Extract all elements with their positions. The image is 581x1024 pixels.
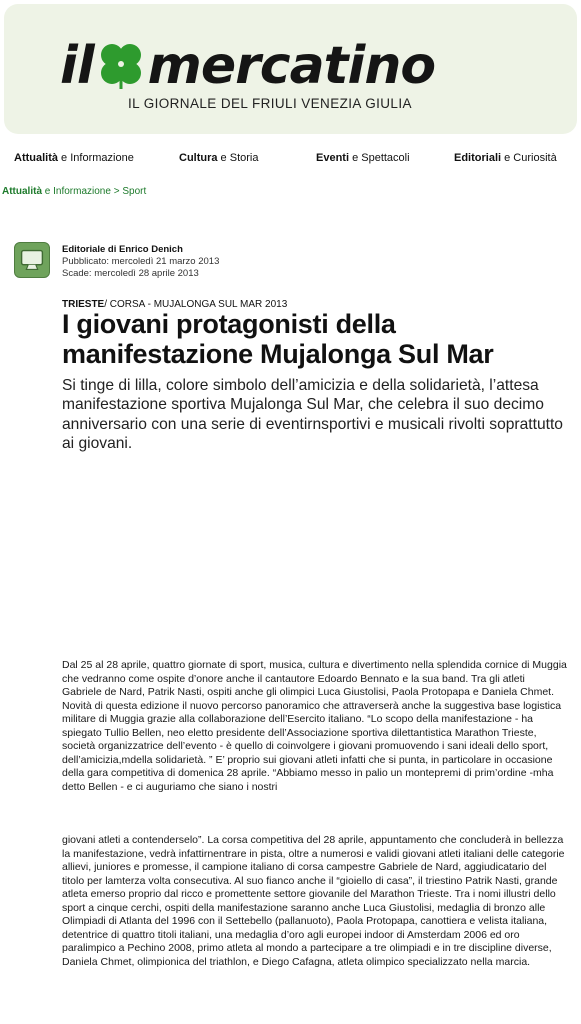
nav-attualita[interactable] xyxy=(14,152,134,164)
nav-editoriali[interactable] xyxy=(454,152,557,164)
kicker-location: TRIESTE xyxy=(62,299,105,310)
breadcrumb-section-bold: Attualità xyxy=(2,186,42,197)
logo-text-right: mercatino xyxy=(147,36,436,96)
breadcrumb-current[interactable]: Sport xyxy=(122,186,147,197)
nav-label-rest: e Curiosità xyxy=(501,152,557,164)
nav-eventi[interactable] xyxy=(316,152,410,164)
nav-label-bold: Attualità xyxy=(14,152,58,164)
main-nav xyxy=(0,152,581,166)
breadcrumb-section[interactable] xyxy=(2,186,111,197)
nav-label-rest: e Spettacoli xyxy=(349,152,410,164)
clover-icon xyxy=(98,41,144,91)
editorial-monitor-icon xyxy=(14,242,50,278)
article-expiry-date: Scade: mercoledì 28 aprile 2013 xyxy=(62,268,199,279)
nav-label-bold: Eventi xyxy=(316,152,350,164)
site-logo[interactable] xyxy=(60,36,435,96)
kicker-topic: / CORSA - MUJALONGA SUL MAR 2013 xyxy=(104,299,288,310)
logo-text-left: il xyxy=(60,36,94,96)
breadcrumb-separator: > xyxy=(110,186,123,197)
nav-cultura[interactable] xyxy=(179,152,258,164)
nav-label-rest: e Storia xyxy=(217,152,259,164)
nav-label-rest: e Informazione xyxy=(58,152,134,164)
article-author: Editoriale di Enrico Denich xyxy=(62,244,183,255)
article-body-paragraph-1: Dal 25 al 28 aprile, quattro giornate di sport, musica, cultura e divertimento nella splendida cornice di Muggia che vedranno come ospite d’onore anche il cantautore Edoardo Bennato e la sua band. Tra gli atleti Gabriele de Nard, Patrik Nasti, ospiti anche gli olimpici Luca Giustolisi, Paola Protopapa e Daniela Chmet. Novità di questa edizione il nuovo percorso panoramico che attraverserà anche la suggestiva base logistica militare di Muggia grazie alla collaborazione dell’Esercito italiano. “Lo scopo della manifestazione - ha spiegato Tullio Bellen, neo eletto presidente dell’Associazione sportiva dilettantistica Marathon Trieste, società organizzatrice dell’evento - è quello di coinvolgere i giovani promuovendo i sani ideali dello sport, dell’amicizia,mdella solidarietà. ” E’ proprio sui giovani atleti infatti che si punta, in particolare in occasione della gara competitiva di domenica 28 aprile. “Abbiamo messo in palio un montepremi di prim’ordine -mha detto Bellen - e ci auguriamo che siano i nostri xyxy=(62,659,567,793)
breadcrumb-section-rest: e Informazione xyxy=(42,186,111,197)
article-published-date: Pubblicato: mercoledì 21 marzo 2013 xyxy=(62,256,220,267)
nav-label-bold: Editoriali xyxy=(454,152,502,164)
article-meta xyxy=(62,244,219,280)
site-tagline: IL GIORNALE DEL FRIULI VENEZIA GIULIA xyxy=(128,96,412,111)
article-body-paragraph-2: giovani atleti a contenderselo”. La corsa competitiva del 28 aprile, appuntamento che concluderà in bellezza la manifestazione, vedrà infattirnentrare in pista, oltre a numerosi e validi giovani atleti italiani delle categorie allievi, juniores e promesse, il campione italiano di corsa campestre Gabriele de Nard, aggiudicatario del titolo per lamterza volta consecutiva. Al suo fianco anche il “gioiello di casa”, il triestino Patrik Nasti, grande atleta emerso proprio dal ricco e promettente settore giovanile del Marathon Trieste. Tra i nomi illustri dello sport a cinque cerchi, ospiti della manifestazione saranno anche Luca Giustolisi, medaglia di bronzo alle Olimpiadi di Atlanta del 1996 con il Settebello (pallanuoto), Paola Protopapa, canottiera e velista italiana, detentrice di quattro titoli italiani, una medaglia d’oro agli europei indoor di Amsterdam 2006 ed oro paralimpico a Pechino 2008, primo atleta al mondo a partecipare a tre olimpiadi e in tre discipline diverse, Daniela Chmet, olimpionica del triathlon, e Diego Cafagna, atleta olimpico specializzato nella marcia. xyxy=(62,834,565,968)
breadcrumb xyxy=(2,186,146,197)
article-lede: Si tinge di lilla, colore simbolo dell’amicizia e della solidarietà, l’attesa manifestazione sportiva Mujalonga Sul Mar, che celebra il suo decimo anniversario con una serie di eventirnsportivi e musicali rivolti soprattutto ai giovani. xyxy=(62,377,563,453)
masthead xyxy=(4,4,577,134)
nav-label-bold: Cultura xyxy=(179,152,218,164)
article-headline: I giovani protagonisti della manifestazione Mujalonga Sul Mar xyxy=(62,309,494,369)
